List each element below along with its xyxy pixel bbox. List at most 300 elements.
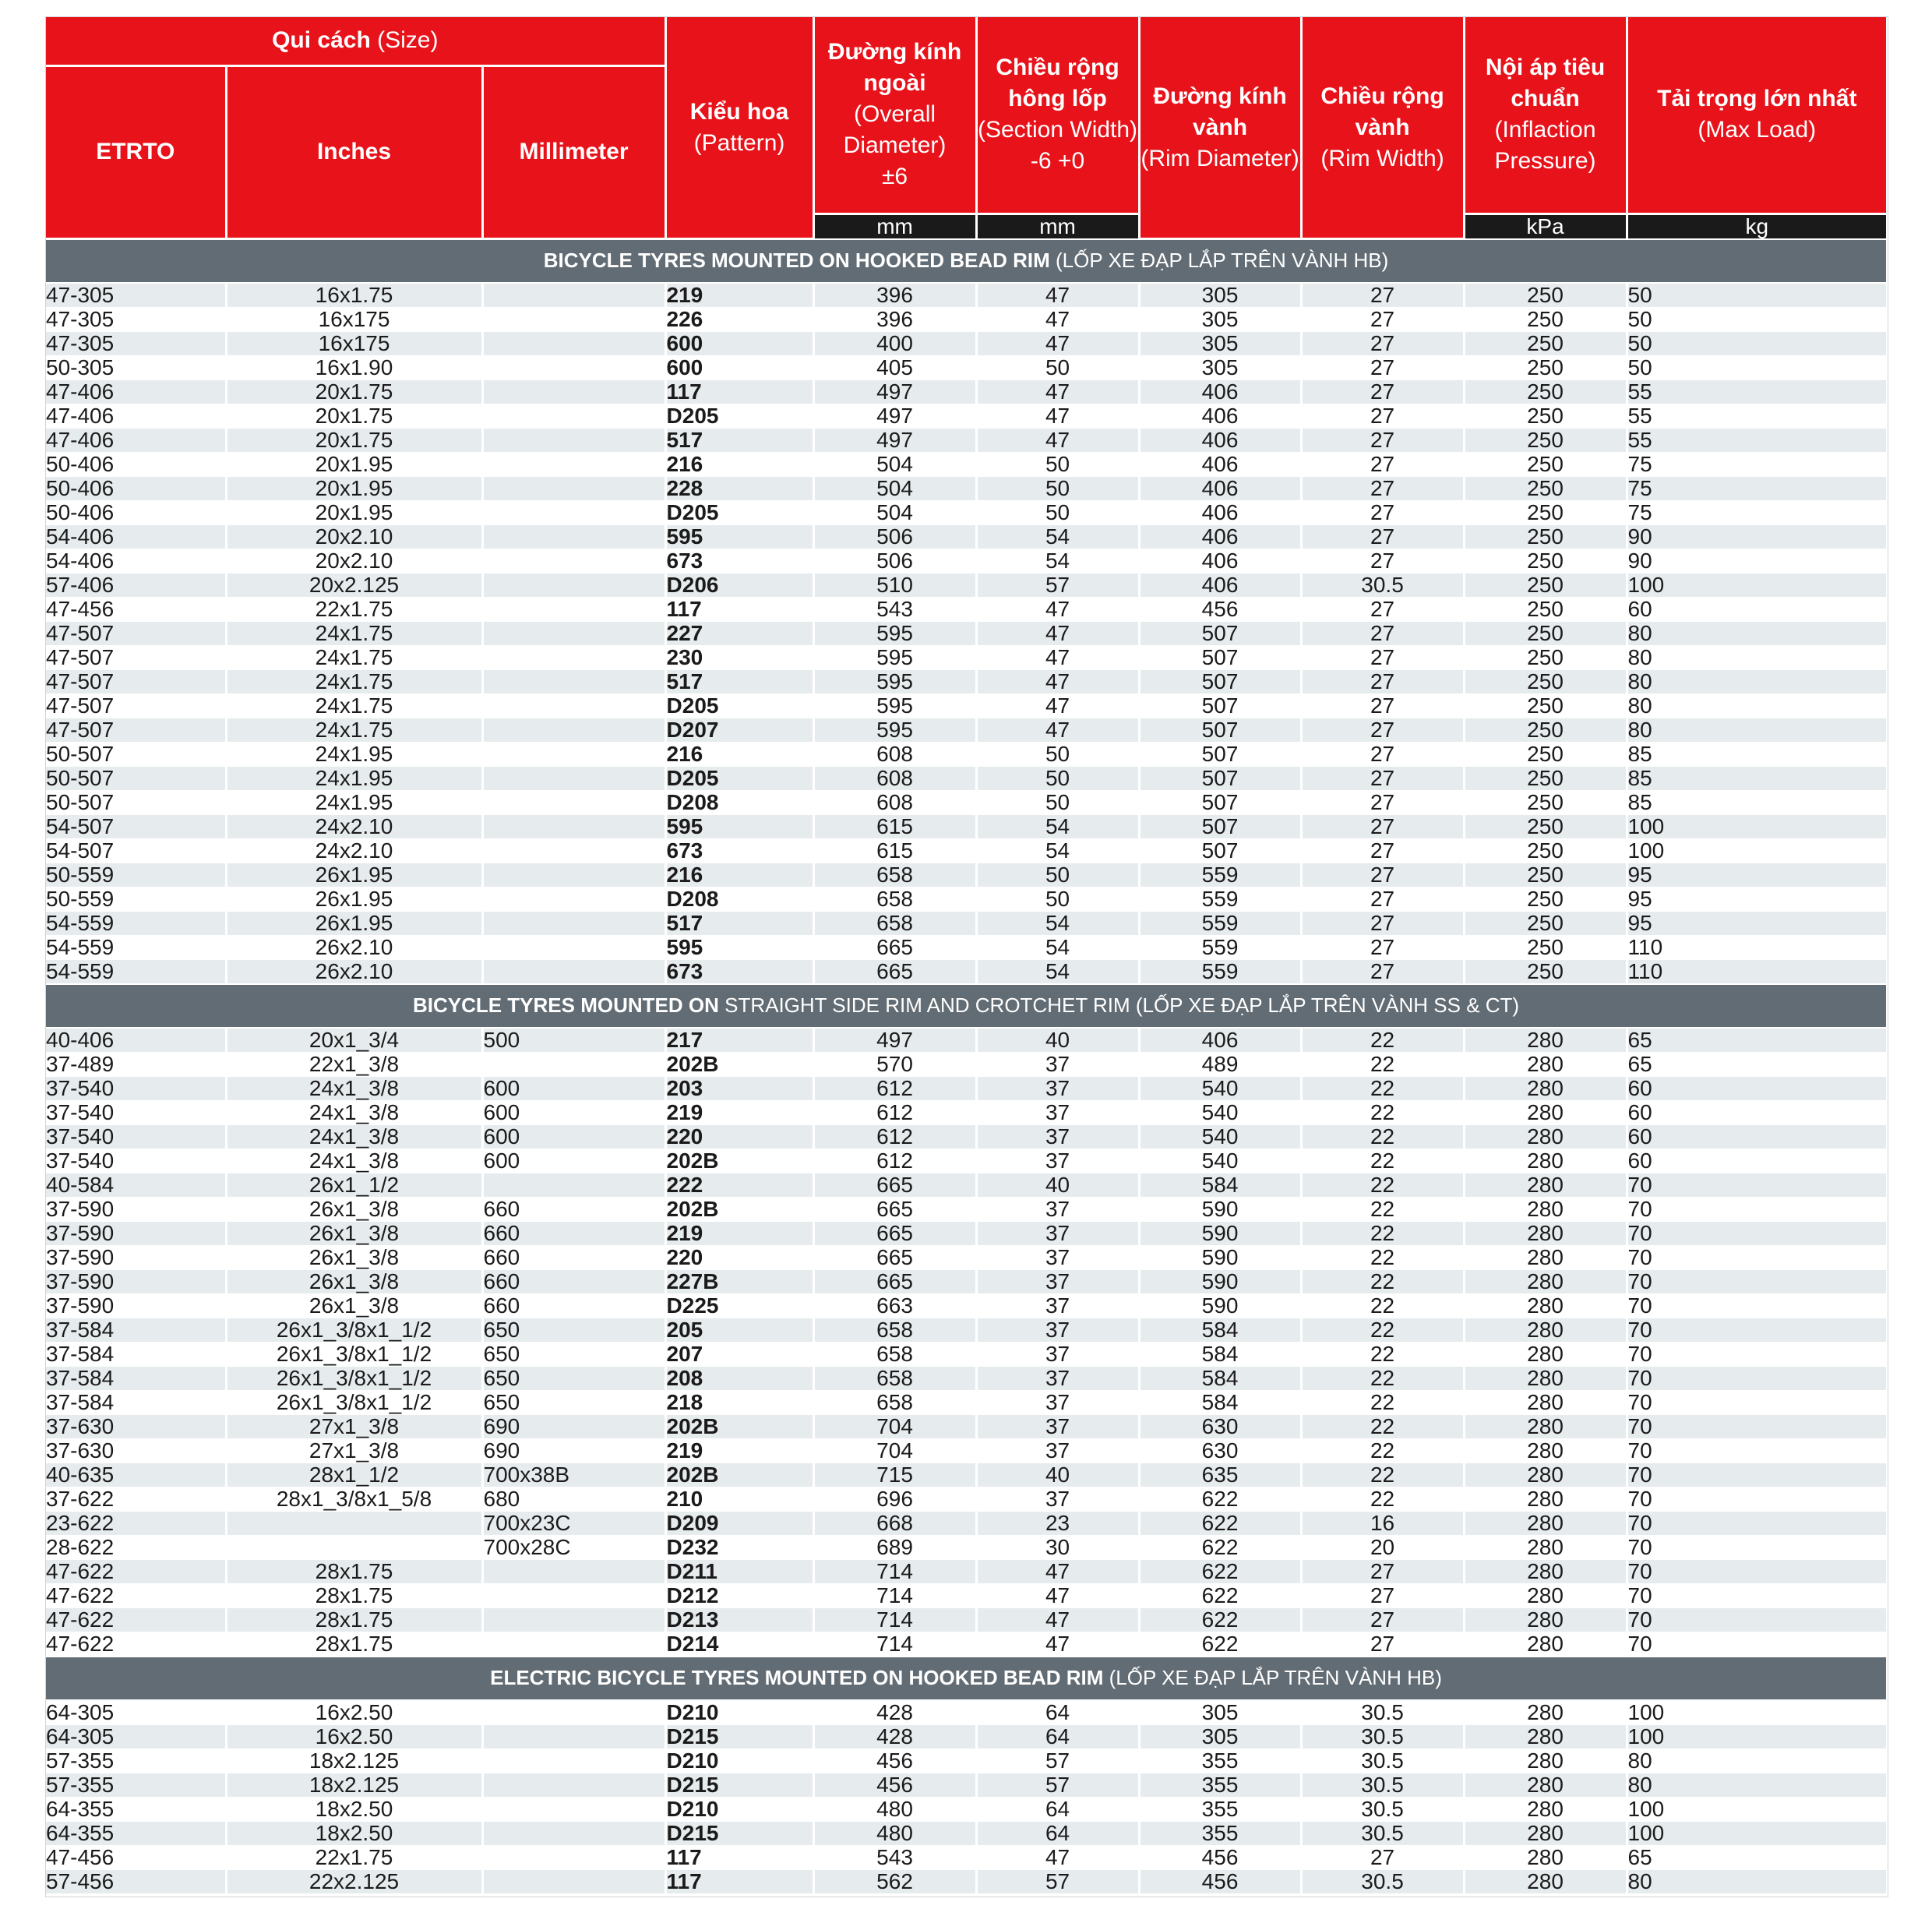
section-width-cell: 37	[976, 1149, 1139, 1173]
section-width-cell: 47	[976, 597, 1139, 621]
rim-width-cell: 22	[1301, 1100, 1464, 1124]
section-width-cell: 57	[976, 1869, 1139, 1893]
pattern-cell: D210	[665, 1700, 813, 1725]
rim-diameter-cell: 305	[1139, 307, 1301, 331]
section-width-cell: 37	[976, 1124, 1139, 1149]
pattern-cell: 230	[665, 645, 813, 669]
rim-diameter-cell: 355	[1139, 1748, 1301, 1773]
pattern-cell: D205	[665, 693, 813, 718]
max-load-cell: 70	[1627, 1414, 1886, 1438]
pressure-cell: 250	[1464, 911, 1627, 935]
section-title-bold: BICYCLE TYRES MOUNTED ON HOOKED BEAD RIM	[543, 249, 1050, 273]
max-load-cell: 100	[1627, 1724, 1886, 1748]
section-width-cell: 54	[976, 524, 1139, 549]
inches-cell: 20x1.95	[226, 476, 482, 500]
inches-cell: 24x1.75	[226, 693, 482, 718]
section-width-cell: 30	[976, 1535, 1139, 1559]
pattern-header: Kiểu hoa (Pattern)	[665, 17, 813, 239]
table-row	[46, 911, 1886, 935]
pressure-cell: 280	[1464, 1197, 1627, 1221]
section-width-cell: 40	[976, 1173, 1139, 1197]
overall-diameter-cell: 405	[813, 355, 976, 379]
rim-width-cell: 22	[1301, 1414, 1464, 1438]
rim-width-cell: 27	[1301, 404, 1464, 428]
pattern-cell: D225	[665, 1293, 813, 1318]
table-row	[46, 1463, 1886, 1487]
max-load-cell: 70	[1627, 1559, 1886, 1583]
table-row	[46, 452, 1886, 476]
inches-cell: 20x1.95	[226, 452, 482, 476]
overall-diameter-cell: 506	[813, 524, 976, 549]
pattern-cell: 210	[665, 1487, 813, 1511]
overall-diameter-cell: 504	[813, 452, 976, 476]
rim-diameter-cell: 584	[1139, 1173, 1301, 1197]
rim-diameter-cell: 507	[1139, 790, 1301, 814]
section-width-cell: 37	[976, 1269, 1139, 1293]
rim-diameter-cell: 305	[1139, 1700, 1301, 1725]
etrto-cell: 40-584	[46, 1173, 226, 1197]
pressure-cell: 250	[1464, 935, 1627, 959]
etrto-cell: 47-622	[46, 1559, 226, 1583]
overall-diameter-cell: 570	[813, 1052, 976, 1076]
pressure-cell: 280	[1464, 1124, 1627, 1149]
max-load-cell: 55	[1627, 428, 1886, 452]
section-width-header: Chiều rộng hông lốp (Section Width) -6 +0	[976, 17, 1139, 213]
etrto-cell: 54-559	[46, 959, 226, 984]
table-row	[46, 355, 1886, 379]
millimeter-cell	[482, 1607, 665, 1632]
overall-diameter-cell: 714	[813, 1583, 976, 1607]
max-load-cell: 50	[1627, 307, 1886, 331]
table-row	[46, 693, 1886, 718]
table-row	[46, 1318, 1886, 1342]
overall-diameter-cell: 504	[813, 476, 976, 500]
inches-cell: 22x2.125	[226, 1869, 482, 1893]
pattern-cell: 218	[665, 1390, 813, 1414]
pattern-cell: D210	[665, 1797, 813, 1821]
tyre-spec-table	[46, 17, 1886, 1894]
rim-diameter-cell: 305	[1139, 331, 1301, 355]
table-row	[46, 476, 1886, 500]
overall-diameter-cell: 665	[813, 1245, 976, 1269]
rim-diameter-cell: 507	[1139, 693, 1301, 718]
overall-diameter-cell: 696	[813, 1487, 976, 1511]
pattern-cell: 222	[665, 1173, 813, 1197]
rim-diameter-cell: 540	[1139, 1100, 1301, 1124]
section-width-cell: 37	[976, 1390, 1139, 1414]
pressure-cell: 250	[1464, 718, 1627, 742]
inches-cell: 20x1.75	[226, 404, 482, 428]
inches-cell: 20x2.10	[226, 549, 482, 573]
section-width-cell: 54	[976, 838, 1139, 863]
table-row	[46, 1414, 1886, 1438]
section-width-cell: 50	[976, 790, 1139, 814]
pressure-cell: 250	[1464, 573, 1627, 597]
table-row	[46, 1173, 1886, 1197]
rim-diameter-cell: 590	[1139, 1221, 1301, 1245]
millimeter-cell	[482, 355, 665, 379]
pressure-cell: 280	[1464, 1511, 1627, 1535]
pressure-cell: 280	[1464, 1773, 1627, 1797]
rim-diameter-cell: 305	[1139, 355, 1301, 379]
etrto-cell: 50-559	[46, 887, 226, 911]
etrto-cell: 37-590	[46, 1221, 226, 1245]
rim-diameter-cell: 406	[1139, 404, 1301, 428]
etrto-cell: 47-305	[46, 307, 226, 331]
pressure-cell: 280	[1464, 1438, 1627, 1463]
pattern-cell: 600	[665, 331, 813, 355]
pressure-cell: 250	[1464, 766, 1627, 790]
inches-cell: 18x2.50	[226, 1821, 482, 1845]
table-row	[46, 307, 1886, 331]
rim-diameter-cell: 540	[1139, 1149, 1301, 1173]
rim-diameter-cell: 406	[1139, 428, 1301, 452]
section-header	[46, 239, 1886, 283]
etrto-cell: 47-406	[46, 404, 226, 428]
pattern-cell: 202B	[665, 1414, 813, 1438]
pressure-cell: 250	[1464, 814, 1627, 838]
millimeter-header: Millimeter	[482, 65, 665, 239]
pressure-cell: 250	[1464, 790, 1627, 814]
rim-width-cell: 27	[1301, 307, 1464, 331]
millimeter-cell: 600	[482, 1124, 665, 1149]
section-width-cell: 54	[976, 549, 1139, 573]
rim-width-cell: 22	[1301, 1124, 1464, 1149]
etrto-cell: 54-406	[46, 524, 226, 549]
inches-cell: 26x2.10	[226, 959, 482, 984]
etrto-cell: 54-559	[46, 935, 226, 959]
overall-diameter-cell: 595	[813, 669, 976, 693]
pattern-cell: D211	[665, 1559, 813, 1583]
table-row	[46, 1797, 1886, 1821]
etrto-cell: 54-507	[46, 838, 226, 863]
millimeter-cell	[482, 838, 665, 863]
table-row	[46, 838, 1886, 863]
pattern-cell: D215	[665, 1724, 813, 1748]
overall-diameter-cell: 665	[813, 1173, 976, 1197]
pressure-cell: 280	[1464, 1366, 1627, 1390]
section-width-cell: 47	[976, 693, 1139, 718]
section-width-cell: 50	[976, 742, 1139, 766]
rim-diameter-cell: 622	[1139, 1607, 1301, 1632]
table-row	[46, 814, 1886, 838]
rim-width-cell: 27	[1301, 428, 1464, 452]
overall-diameter-cell: 658	[813, 1390, 976, 1414]
rim-width-cell: 27	[1301, 283, 1464, 308]
section-width-cell: 57	[976, 573, 1139, 597]
rim-width-cell: 30.5	[1301, 1700, 1464, 1725]
overall-diameter-cell: 658	[813, 887, 976, 911]
table-row	[46, 428, 1886, 452]
millimeter-cell	[482, 1173, 665, 1197]
section-width-cell: 37	[976, 1052, 1139, 1076]
section-width-cell: 50	[976, 500, 1139, 524]
pattern-cell: 600	[665, 355, 813, 379]
pattern-cell: 220	[665, 1124, 813, 1149]
millimeter-cell: 690	[482, 1414, 665, 1438]
rim-width-cell: 22	[1301, 1076, 1464, 1100]
table-row	[46, 597, 1886, 621]
millimeter-cell: 700x23C	[482, 1511, 665, 1535]
pattern-cell: 227B	[665, 1269, 813, 1293]
pattern-cell: 673	[665, 549, 813, 573]
etrto-cell: 37-489	[46, 1052, 226, 1076]
pattern-cell: 207	[665, 1342, 813, 1366]
millimeter-cell	[482, 669, 665, 693]
overall-diameter-cell: 612	[813, 1076, 976, 1100]
rim-diameter-cell: 507	[1139, 838, 1301, 863]
table-row	[46, 524, 1886, 549]
pattern-cell: 203	[665, 1076, 813, 1100]
section-width-cell: 37	[976, 1100, 1139, 1124]
pressure-cell: 280	[1464, 1607, 1627, 1632]
etrto-cell: 50-406	[46, 476, 226, 500]
section-width-cell: 57	[976, 1748, 1139, 1773]
table-row	[46, 959, 1886, 984]
inches-cell: 24x1_3/8	[226, 1149, 482, 1173]
rim-diameter-cell: 406	[1139, 1028, 1301, 1053]
max-load-cell: 80	[1627, 645, 1886, 669]
etrto-cell: 64-355	[46, 1797, 226, 1821]
etrto-cell: 37-584	[46, 1318, 226, 1342]
pattern-cell: D232	[665, 1535, 813, 1559]
table-row	[46, 645, 1886, 669]
overall-diameter-cell: 456	[813, 1748, 976, 1773]
etrto-cell: 23-622	[46, 1511, 226, 1535]
pressure-cell: 280	[1464, 1390, 1627, 1414]
overall-diameter-cell: 456	[813, 1773, 976, 1797]
table-row	[46, 404, 1886, 428]
pressure-cell: 250	[1464, 476, 1627, 500]
rim-width-cell: 27	[1301, 1845, 1464, 1869]
rim-diameter-cell: 507	[1139, 814, 1301, 838]
pattern-cell: 595	[665, 814, 813, 838]
section-width-cell: 47	[976, 1559, 1139, 1583]
overall-diameter-cell: 396	[813, 307, 976, 331]
millimeter-cell	[482, 1845, 665, 1869]
millimeter-cell	[482, 476, 665, 500]
rim-width-cell: 22	[1301, 1052, 1464, 1076]
inches-cell: 26x1.95	[226, 911, 482, 935]
overall-diameter-cell: 658	[813, 863, 976, 887]
pressure-cell: 280	[1464, 1076, 1627, 1100]
inches-cell: 20x1.95	[226, 500, 482, 524]
inches-cell: 24x1_3/8	[226, 1076, 482, 1100]
overall-diameter-cell: 665	[813, 935, 976, 959]
pressure-cell: 280	[1464, 1293, 1627, 1318]
pattern-cell: 219	[665, 1221, 813, 1245]
max-load-cell: 100	[1627, 573, 1886, 597]
rim-diameter-cell: 540	[1139, 1124, 1301, 1149]
overall-diameter-cell: 595	[813, 645, 976, 669]
pattern-cell: 517	[665, 428, 813, 452]
inches-cell: 26x1_3/8	[226, 1197, 482, 1221]
rim-diameter-cell: 406	[1139, 379, 1301, 404]
inches-cell: 16x175	[226, 331, 482, 355]
table-row	[46, 1028, 1886, 1053]
millimeter-cell	[482, 1583, 665, 1607]
pressure-cell: 280	[1464, 1583, 1627, 1607]
pattern-cell: 202B	[665, 1149, 813, 1173]
rim-width-cell: 22	[1301, 1028, 1464, 1053]
max-load-cell: 100	[1627, 1821, 1886, 1845]
table-row	[46, 1149, 1886, 1173]
pattern-cell: D205	[665, 766, 813, 790]
millimeter-cell	[482, 1052, 665, 1076]
table-row	[46, 718, 1886, 742]
overall-diameter-cell: 497	[813, 428, 976, 452]
rim-width-cell: 27	[1301, 452, 1464, 476]
millimeter-cell	[482, 283, 665, 308]
section-width-cell: 47	[976, 428, 1139, 452]
pattern-cell: 117	[665, 1869, 813, 1893]
inches-cell: 24x1.95	[226, 790, 482, 814]
inches-cell: 26x1_3/8	[226, 1221, 482, 1245]
section-width-cell: 47	[976, 1583, 1139, 1607]
overall-diameter-cell: 665	[813, 1197, 976, 1221]
pressure-cell: 280	[1464, 1342, 1627, 1366]
rim-width-cell: 27	[1301, 476, 1464, 500]
inches-cell: 26x1_1/2	[226, 1173, 482, 1197]
table-row	[46, 1293, 1886, 1318]
section-header	[46, 1657, 1886, 1700]
pressure-cell: 280	[1464, 1821, 1627, 1845]
max-load-cell: 95	[1627, 911, 1886, 935]
rim-width-cell: 30.5	[1301, 1821, 1464, 1845]
table-row	[46, 790, 1886, 814]
inches-cell: 27x1_3/8	[226, 1414, 482, 1438]
section-width-cell: 47	[976, 307, 1139, 331]
table-row	[46, 1487, 1886, 1511]
overall-diameter-cell: 689	[813, 1535, 976, 1559]
rim-width-cell: 30.5	[1301, 1748, 1464, 1773]
inches-cell	[226, 1511, 482, 1535]
etrto-cell: 37-540	[46, 1100, 226, 1124]
pattern-cell: 673	[665, 959, 813, 984]
overall-diameter-cell: 504	[813, 500, 976, 524]
pattern-cell: 208	[665, 1366, 813, 1390]
rim-width-cell: 22	[1301, 1438, 1464, 1463]
etrto-cell: 54-406	[46, 549, 226, 573]
max-load-cell: 50	[1627, 283, 1886, 308]
rim-width-cell: 27	[1301, 549, 1464, 573]
unit-section-width: mm	[976, 213, 1139, 239]
max-load-cell: 80	[1627, 1869, 1886, 1893]
pattern-cell: D210	[665, 1748, 813, 1773]
rim-width-cell: 22	[1301, 1197, 1464, 1221]
section-width-cell: 47	[976, 645, 1139, 669]
pressure-cell: 250	[1464, 838, 1627, 863]
pressure-cell: 280	[1464, 1052, 1627, 1076]
rim-width-cell: 22	[1301, 1245, 1464, 1269]
section-width-cell: 54	[976, 814, 1139, 838]
unit-overall-diameter: mm	[813, 213, 976, 239]
pressure-cell: 280	[1464, 1724, 1627, 1748]
pressure-cell: 250	[1464, 307, 1627, 331]
table-row	[46, 621, 1886, 645]
inches-cell: 18x2.125	[226, 1748, 482, 1773]
millimeter-cell	[482, 524, 665, 549]
rim-diameter-cell: 622	[1139, 1511, 1301, 1535]
pattern-cell: D215	[665, 1821, 813, 1845]
inches-cell: 26x1_3/8	[226, 1269, 482, 1293]
etrto-cell: 47-305	[46, 331, 226, 355]
section-width-cell: 37	[976, 1318, 1139, 1342]
overall-diameter-cell: 497	[813, 1028, 976, 1053]
inches-header: Inches	[226, 65, 482, 239]
overall-diameter-cell: 704	[813, 1438, 976, 1463]
rim-width-cell: 16	[1301, 1511, 1464, 1535]
pressure-cell: 280	[1464, 1245, 1627, 1269]
millimeter-cell	[482, 718, 665, 742]
inches-cell: 16x175	[226, 307, 482, 331]
unit-pressure: kPa	[1464, 213, 1627, 239]
max-load-cell: 100	[1627, 838, 1886, 863]
max-load-cell: 55	[1627, 404, 1886, 428]
inches-cell: 24x1.75	[226, 718, 482, 742]
millimeter-cell	[482, 1559, 665, 1583]
max-load-cell: 75	[1627, 452, 1886, 476]
rim-width-cell: 27	[1301, 814, 1464, 838]
table-row	[46, 1773, 1886, 1797]
table-row	[46, 1245, 1886, 1269]
inches-cell: 26x1_3/8x1_1/2	[226, 1366, 482, 1390]
millimeter-cell: 660	[482, 1245, 665, 1269]
etrto-cell: 57-355	[46, 1748, 226, 1773]
section-width-cell: 37	[976, 1342, 1139, 1366]
max-load-cell: 85	[1627, 742, 1886, 766]
etrto-cell: 37-622	[46, 1487, 226, 1511]
pressure-cell: 280	[1464, 1535, 1627, 1559]
section-width-cell: 37	[976, 1076, 1139, 1100]
pressure-cell: 250	[1464, 863, 1627, 887]
inches-cell: 26x1.95	[226, 863, 482, 887]
etrto-cell: 37-584	[46, 1390, 226, 1414]
max-load-cell: 110	[1627, 935, 1886, 959]
max-load-cell: 85	[1627, 790, 1886, 814]
pressure-cell: 250	[1464, 621, 1627, 645]
etrto-cell: 37-584	[46, 1366, 226, 1390]
pressure-cell: 250	[1464, 887, 1627, 911]
pressure-cell: 250	[1464, 693, 1627, 718]
millimeter-cell	[482, 331, 665, 355]
max-load-cell: 80	[1627, 621, 1886, 645]
rim-diameter-header: Đường kính vành (Rim Diameter)	[1139, 17, 1301, 239]
section-width-cell: 37	[976, 1221, 1139, 1245]
section-title-normal: STRAIGHT SIDE RIM AND CROTCHET RIM (LỐP XE ĐẠP LẮP TRÊN VÀNH SS & CT)	[718, 993, 1520, 1017]
max-load-cell: 70	[1627, 1390, 1886, 1414]
table-row	[46, 1076, 1886, 1100]
pressure-cell: 280	[1464, 1700, 1627, 1725]
etrto-cell: 40-635	[46, 1463, 226, 1487]
pressure-cell: 280	[1464, 1463, 1627, 1487]
millimeter-cell	[482, 573, 665, 597]
etrto-cell: 47-507	[46, 718, 226, 742]
max-load-cell: 65	[1627, 1052, 1886, 1076]
millimeter-cell	[482, 1773, 665, 1797]
table-row	[46, 1366, 1886, 1390]
table-row	[46, 500, 1886, 524]
pressure-cell: 250	[1464, 355, 1627, 379]
pressure-cell: 280	[1464, 1318, 1627, 1342]
etrto-cell: 37-630	[46, 1414, 226, 1438]
table-row	[46, 1869, 1886, 1893]
inches-cell: 24x1.95	[226, 742, 482, 766]
pattern-cell: 673	[665, 838, 813, 863]
table-row	[46, 573, 1886, 597]
max-load-cell: 70	[1627, 1366, 1886, 1390]
pattern-cell: 216	[665, 452, 813, 476]
